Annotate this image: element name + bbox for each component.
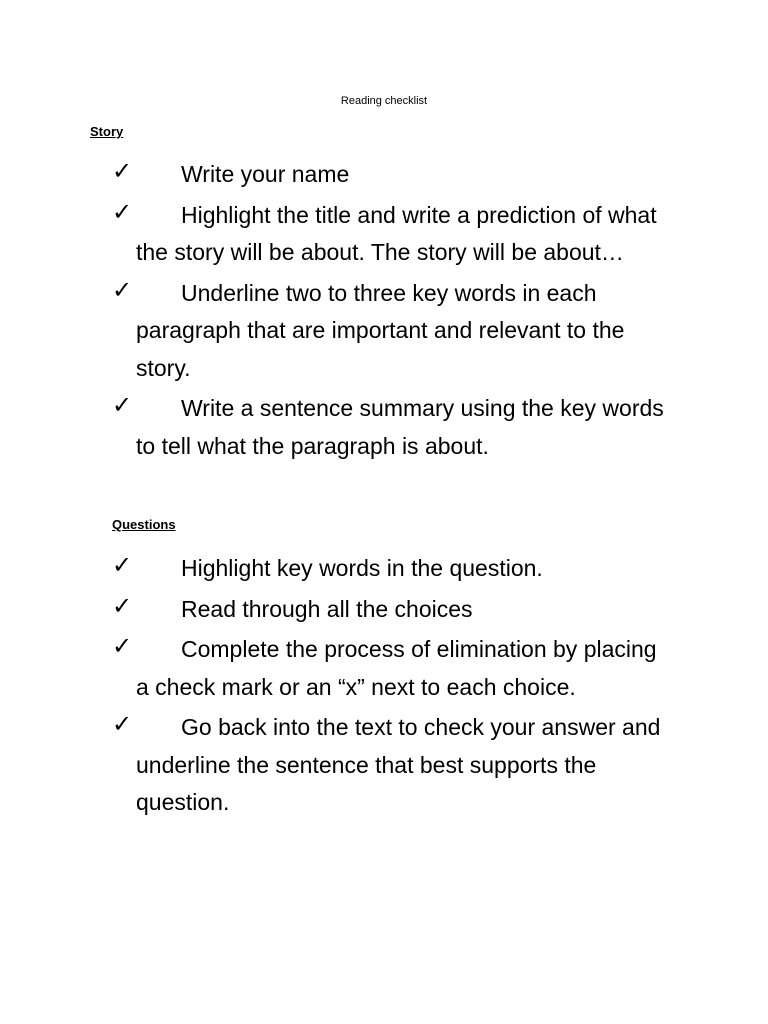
checkmark-icon: ✓ — [112, 632, 133, 660]
checklist-item — [112, 631, 672, 706]
story-heading: Story — [90, 124, 124, 139]
checkmark-icon: ✓ — [112, 710, 133, 738]
checklist-item — [112, 275, 672, 388]
checklist-item-text: Write your name — [181, 161, 350, 187]
checklist-item — [112, 197, 672, 272]
checklist-item — [112, 550, 672, 588]
story-checklist — [112, 156, 672, 468]
checkmark-icon: ✓ — [112, 275, 133, 304]
checklist-item-text: Read through all the choices — [181, 595, 473, 622]
checklist-item-text: Complete the process of elimination by placing a check mark or an “x” next to each choice. — [136, 636, 657, 700]
checklist-item-text: Underline two to three key words in each paragraph that are important and relevant to the story. — [136, 279, 625, 381]
checklist-item — [112, 709, 672, 822]
checkmark-icon: ✓ — [112, 197, 133, 226]
checklist-item-text: Highlight the title and write a prediction of what the story will be about. The story will be about… — [136, 201, 657, 265]
checkmark-icon: ✓ — [112, 157, 133, 185]
checkmark-icon: ✓ — [112, 391, 133, 419]
checklist-item — [112, 390, 672, 465]
questions-checklist — [112, 550, 672, 825]
checklist-item-text: Write a sentence summary using the key words to tell what the paragraph is about. — [136, 395, 664, 459]
checkmark-icon: ✓ — [112, 591, 133, 620]
checklist-item-text: Go back into the text to check your answer and underline the sentence that best supports the question. — [136, 714, 661, 815]
checklist-item — [112, 156, 672, 194]
document-title: Reading checklist — [340, 95, 428, 107]
checklist-item-text: Highlight key words in the question. — [181, 555, 543, 581]
checklist-item — [112, 591, 672, 629]
checkmark-icon: ✓ — [112, 551, 133, 579]
questions-heading: Questions — [112, 517, 176, 532]
